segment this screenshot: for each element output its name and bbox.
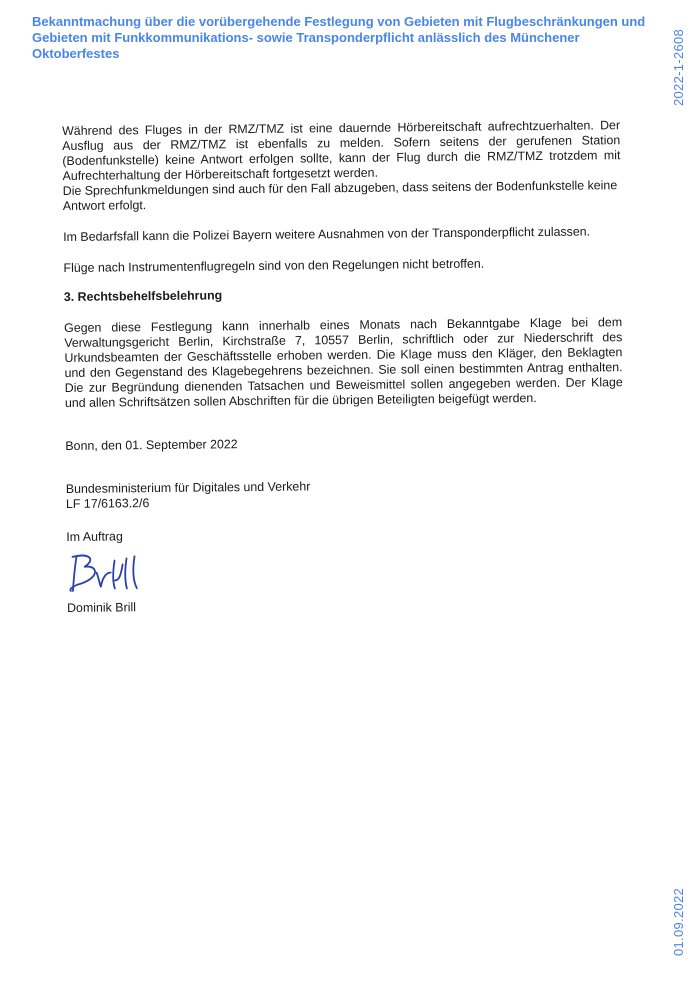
document-id-label: 2022-1-2608 [671,28,686,106]
paragraph-legal-remedy: Gegen diese Festlegung kann innerhalb eines Monats nach Bekanntgabe Klage bei dem Verwaltungsgericht Berlin, Kirchstraße 7, 10557 Berlin, schriftlich oder zur Niederschrift des Urkundsbeamten der Geschäftsstelle erhoben werden. Die Klage muss den Kläger, den Beklagten und den Gegenstand des Klagebegehrens bezeichnen. Sie soll einen bestimmten Antrag enthalten. Die zur Begründung dienenden Tatsachen und Beweismittel sollen angegeben werden. Der Klage und allen Schriftsätzen sollen Abschriften für die übrigen Beteiligten beigefügt werden. [64,315,623,410]
handwritten-signature [66,550,186,595]
paragraph-ifr-flights: Flüge nach Instrumentenflugregeln sind von den Regelungen nicht betroffen. [63,256,485,275]
document-title: Bekanntmachung über die vorübergehende Festlegung von Gebieten mit Flugbeschränkungen und Gebieten mit Funkkommunikations- sowie Transponderpflicht anlässlich des Münchener Oktoberfestes [32,14,646,61]
ministry-name: Bundesministerium für Digitales und Verkehr [65,479,311,496]
paragraph-radio-reports: Die Sprechfunkmeldungen sind auch für den Fall abzugeben, dass seitens der Bodenfunkstelle keine Antwort erfolgt. [62,178,618,213]
paragraph-police-exceptions: Im Bedarfsfall kann die Polizei Bayern weitere Ausnahmen von der Transponderpflicht zulassen. [63,224,591,244]
section-heading: 3. Rechtsbehelfsbelehrung [63,288,223,304]
place-date: Bonn, den 01. September 2022 [65,437,238,453]
signer-name: Dominik Brill [66,600,136,615]
reference-number: LF 17/6163.2/6 [65,496,150,511]
paragraph-listening-watch: Während des Fluges in der RMZ/TMZ ist eine dauernde Hörbereitschaft aufrechtzuerhalten. Der Ausflug aus der RMZ/TMZ ist ebenfalls zu melden. Sofern seitens der gerufenen Station (Bodenfunkstelle) keine Antwort erfolgen sollte, kann der Flug durch die RMZ/TMZ trotzdem mit Aufrechterhaltung der Hörbereitschaft fortgesetzt werden. [62,118,621,183]
document-date-label: 01.09.2022 [671,887,686,956]
on-behalf-label: Im Auftrag [66,529,123,544]
document-body [62,118,625,616]
